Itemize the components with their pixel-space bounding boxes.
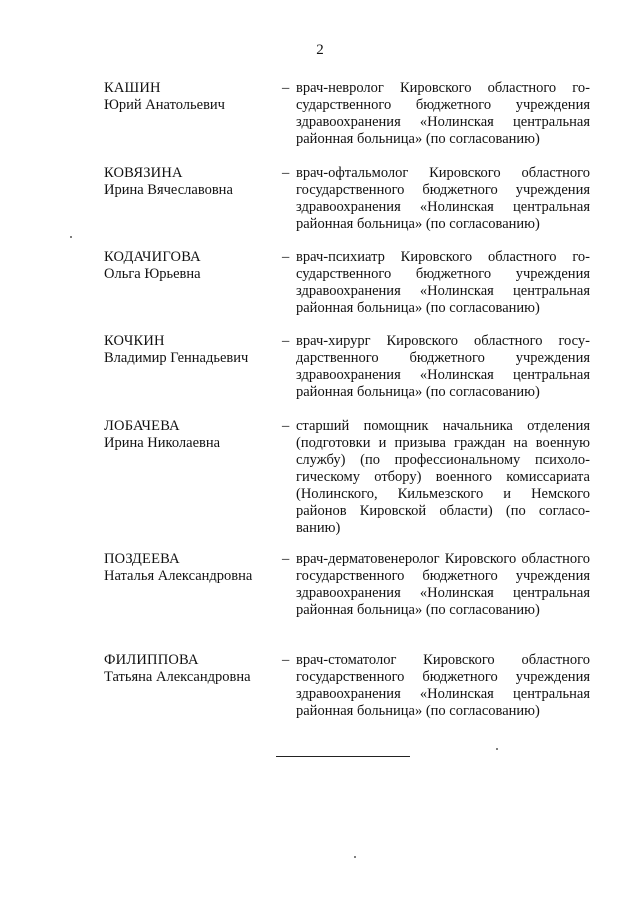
dash-separator: – [282,80,290,96]
given-name: Ирина Николаевна [104,435,221,451]
given-name: Ольга Юрьевна [104,266,201,282]
scan-speck [70,236,72,238]
dash-separator: – [282,652,290,668]
role-description: врач-офтальмолог Кировского областного государственного бюджетного учреждения здравоохранения «Нолинская центральная районная больница» (по согласованию) [296,165,590,232]
dash-separator: – [282,418,290,434]
dash-separator: – [282,551,290,567]
surname: КАШИН [104,80,161,96]
role-description: старший помощник начальника отделения (подготовки и призыва граждан на военную службу) (по профессиональному психологическому отбору) военного комиссариата (Нолинского, Кильмезского и Немского районов Кировской области) (по согласованию) [296,418,590,536]
list-item [104,551,590,652]
surname: ФИЛИППОВА [104,652,199,668]
dash-separator: – [282,165,290,181]
person-name [104,551,282,585]
list-item [104,165,590,249]
closing-rule [276,756,410,757]
list-item [104,333,590,418]
page-number: 2 [316,42,324,58]
person-name [104,80,282,114]
surname: КОДАЧИГОВА [104,249,201,265]
dash-separator: – [282,333,290,349]
role-description: врач-психиатр Кировского областного государственного бюджетного учреждения здравоохранения «Нолинская центральная районная больница» (по согласованию) [296,249,590,316]
person-name [104,652,282,686]
given-name: Юрий Анатольевич [104,97,225,113]
surname: КОВЯЗИНА [104,165,183,181]
person-name [104,418,282,452]
person-name [104,165,282,199]
given-name: Ирина Вячеславовна [104,182,233,198]
person-name [104,249,282,283]
role-description: врач-невролог Кировского областного государственного бюджетного учреждения здравоохранения «Нолинская центральная районная больница» (по согласованию) [296,80,590,147]
given-name: Наталья Александровна [104,568,253,584]
list-item [104,418,590,551]
surname: КОЧКИН [104,333,165,349]
scan-speck [354,856,356,858]
list-item [104,652,590,722]
dash-separator: – [282,249,290,265]
role-description: врач-дерматовенеролог Кировского областного государственного бюджетного учреждения здравоохранения «Нолинская центральная районная больница» (по согласованию) [296,551,590,618]
given-name: Татьяна Александровна [104,669,251,685]
list-item [104,249,590,333]
list-item [104,80,590,165]
member-list [104,80,590,722]
surname: ПОЗДЕЕВА [104,551,180,567]
role-description: врач-стоматолог Кировского областного государственного бюджетного учреждения здравоохранения «Нолинская центральная районная больница» (по согласованию) [296,652,590,719]
scan-speck [496,748,498,750]
role-description: врач-хирург Кировского областного государственного бюджетного учреждения здравоохранения «Нолинская центральная районная больница» (по согласованию) [296,333,590,400]
surname: ЛОБАЧЕВА [104,418,180,434]
person-name [104,333,282,367]
given-name: Владимир Геннадьевич [104,350,249,366]
